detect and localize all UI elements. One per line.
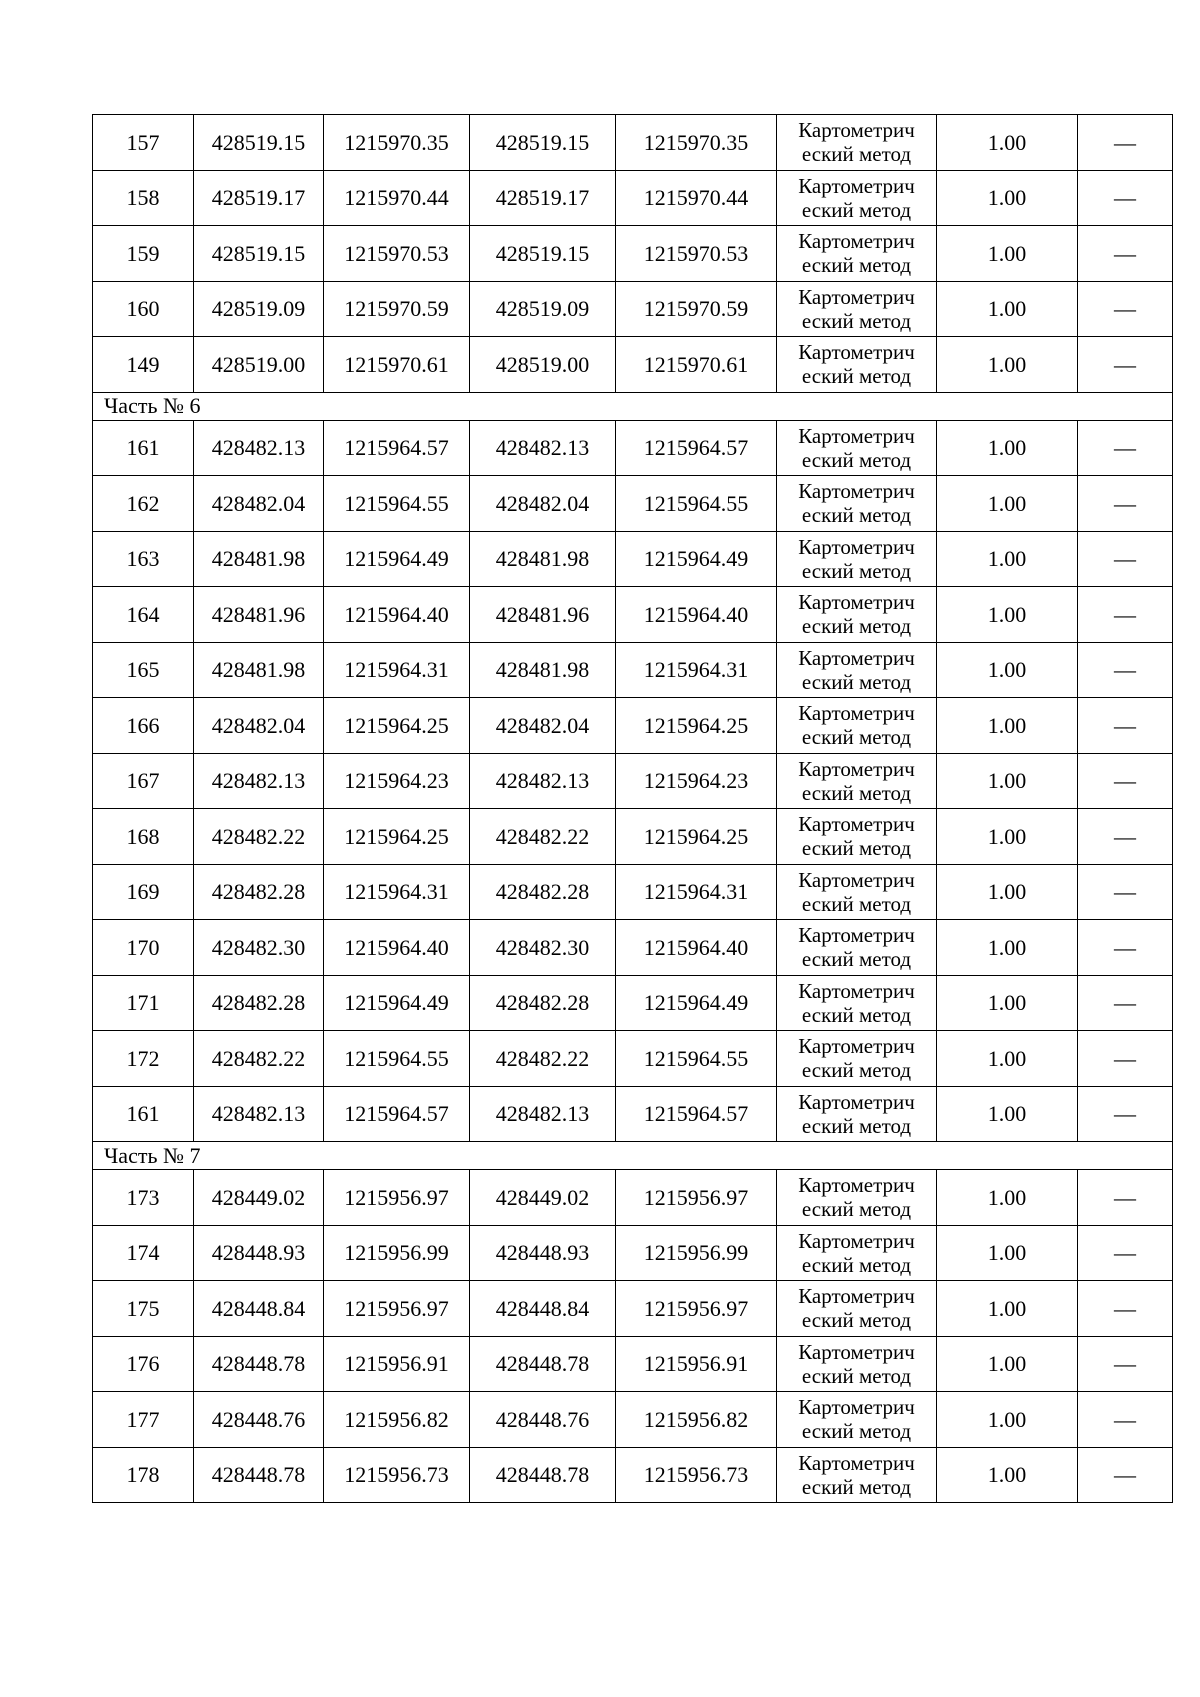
refined-y-cell: 1215970.53 [616, 226, 777, 282]
table-row [93, 864, 1173, 920]
point-number-cell: 162 [93, 476, 194, 532]
method-cell: Картометрич еский метод [777, 642, 937, 698]
existing-x-cell: 428482.13 [194, 753, 324, 809]
existing-y-cell: 1215964.23 [324, 753, 470, 809]
point-number-cell: 178 [93, 1447, 194, 1503]
refined-x-cell: 428482.13 [470, 753, 616, 809]
method-cell: Картометрич еский метод [777, 476, 937, 532]
existing-x-cell: 428482.30 [194, 920, 324, 976]
method-cell: Картометрич еский метод [777, 864, 937, 920]
refined-y-cell: 1215964.49 [616, 531, 777, 587]
existing-y-cell: 1215956.99 [324, 1225, 470, 1281]
refined-x-cell: 428481.98 [470, 531, 616, 587]
accuracy-cell: 1.00 [937, 753, 1078, 809]
existing-x-cell: 428519.00 [194, 337, 324, 393]
existing-x-cell: 428448.84 [194, 1281, 324, 1337]
refined-x-cell: 428481.96 [470, 587, 616, 643]
refined-x-cell: 428482.22 [470, 809, 616, 865]
method-cell: Картометрич еский метод [777, 1281, 937, 1337]
description-cell: — [1078, 1447, 1173, 1503]
refined-y-cell: 1215956.99 [616, 1225, 777, 1281]
method-cell: Картометрич еский метод [777, 975, 937, 1031]
table-row [93, 115, 1173, 171]
description-cell: — [1078, 531, 1173, 587]
point-number-cell: 175 [93, 1281, 194, 1337]
refined-y-cell: 1215956.73 [616, 1447, 777, 1503]
description-cell: — [1078, 975, 1173, 1031]
description-cell: — [1078, 1392, 1173, 1448]
table-row [93, 226, 1173, 282]
existing-x-cell: 428482.28 [194, 975, 324, 1031]
existing-x-cell: 428482.13 [194, 1086, 324, 1142]
method-cell: Картометрич еский метод [777, 281, 937, 337]
refined-x-cell: 428448.84 [470, 1281, 616, 1337]
refined-x-cell: 428482.30 [470, 920, 616, 976]
accuracy-cell: 1.00 [937, 1170, 1078, 1226]
table-row [93, 587, 1173, 643]
accuracy-cell: 1.00 [937, 1031, 1078, 1087]
refined-y-cell: 1215956.91 [616, 1336, 777, 1392]
accuracy-cell: 1.00 [937, 1086, 1078, 1142]
refined-y-cell: 1215964.31 [616, 642, 777, 698]
accuracy-cell: 1.00 [937, 337, 1078, 393]
table-row [93, 1170, 1173, 1226]
existing-y-cell: 1215964.57 [324, 420, 470, 476]
point-number-cell: 158 [93, 170, 194, 226]
description-cell: — [1078, 1170, 1173, 1226]
refined-y-cell: 1215964.40 [616, 587, 777, 643]
refined-x-cell: 428519.15 [470, 115, 616, 171]
table-row [93, 1225, 1173, 1281]
point-number-cell: 167 [93, 753, 194, 809]
existing-x-cell: 428519.09 [194, 281, 324, 337]
refined-x-cell: 428448.76 [470, 1392, 616, 1448]
accuracy-cell: 1.00 [937, 587, 1078, 643]
description-cell: — [1078, 1031, 1173, 1087]
method-cell: Картометрич еский метод [777, 1225, 937, 1281]
part-label: Часть № 6 [93, 392, 1173, 420]
accuracy-cell: 1.00 [937, 531, 1078, 587]
existing-x-cell: 428448.78 [194, 1336, 324, 1392]
part-label: Часть № 7 [93, 1142, 1173, 1170]
table-row [93, 753, 1173, 809]
table-row [93, 1086, 1173, 1142]
refined-x-cell: 428519.09 [470, 281, 616, 337]
accuracy-cell: 1.00 [937, 1281, 1078, 1337]
coordinates-table [92, 114, 1173, 1503]
table-row [93, 170, 1173, 226]
description-cell: — [1078, 170, 1173, 226]
existing-y-cell: 1215964.49 [324, 975, 470, 1031]
part-header-row [93, 1142, 1173, 1170]
refined-y-cell: 1215970.44 [616, 170, 777, 226]
existing-y-cell: 1215964.55 [324, 1031, 470, 1087]
existing-x-cell: 428482.22 [194, 1031, 324, 1087]
description-cell: — [1078, 1281, 1173, 1337]
description-cell: — [1078, 753, 1173, 809]
method-cell: Картометрич еский метод [777, 531, 937, 587]
point-number-cell: 171 [93, 975, 194, 1031]
table-row [93, 1447, 1173, 1503]
description-cell: — [1078, 281, 1173, 337]
refined-y-cell: 1215964.57 [616, 420, 777, 476]
table-row [93, 337, 1173, 393]
point-number-cell: 177 [93, 1392, 194, 1448]
point-number-cell: 157 [93, 115, 194, 171]
refined-x-cell: 428482.22 [470, 1031, 616, 1087]
point-number-cell: 172 [93, 1031, 194, 1087]
accuracy-cell: 1.00 [937, 1336, 1078, 1392]
existing-y-cell: 1215964.55 [324, 476, 470, 532]
point-number-cell: 163 [93, 531, 194, 587]
method-cell: Картометрич еский метод [777, 420, 937, 476]
accuracy-cell: 1.00 [937, 281, 1078, 337]
accuracy-cell: 1.00 [937, 698, 1078, 754]
table-row [93, 1031, 1173, 1087]
existing-x-cell: 428481.98 [194, 642, 324, 698]
existing-y-cell: 1215964.31 [324, 642, 470, 698]
refined-x-cell: 428482.04 [470, 476, 616, 532]
existing-x-cell: 428449.02 [194, 1170, 324, 1226]
description-cell: — [1078, 1336, 1173, 1392]
point-number-cell: 176 [93, 1336, 194, 1392]
point-number-cell: 149 [93, 337, 194, 393]
accuracy-cell: 1.00 [937, 170, 1078, 226]
description-cell: — [1078, 337, 1173, 393]
description-cell: — [1078, 920, 1173, 976]
existing-y-cell: 1215964.25 [324, 809, 470, 865]
existing-y-cell: 1215970.44 [324, 170, 470, 226]
point-number-cell: 161 [93, 420, 194, 476]
point-number-cell: 164 [93, 587, 194, 643]
refined-y-cell: 1215956.97 [616, 1170, 777, 1226]
refined-x-cell: 428482.04 [470, 698, 616, 754]
description-cell: — [1078, 698, 1173, 754]
description-cell: — [1078, 226, 1173, 282]
accuracy-cell: 1.00 [937, 1392, 1078, 1448]
existing-x-cell: 428482.04 [194, 698, 324, 754]
refined-x-cell: 428519.17 [470, 170, 616, 226]
point-number-cell: 159 [93, 226, 194, 282]
method-cell: Картометрич еский метод [777, 1336, 937, 1392]
description-cell: — [1078, 809, 1173, 865]
point-number-cell: 168 [93, 809, 194, 865]
refined-y-cell: 1215964.25 [616, 698, 777, 754]
description-cell: — [1078, 1225, 1173, 1281]
table-row [93, 281, 1173, 337]
refined-x-cell: 428481.98 [470, 642, 616, 698]
method-cell: Картометрич еский метод [777, 337, 937, 393]
existing-y-cell: 1215964.31 [324, 864, 470, 920]
table-row [93, 809, 1173, 865]
existing-y-cell: 1215964.25 [324, 698, 470, 754]
refined-x-cell: 428519.15 [470, 226, 616, 282]
method-cell: Картометрич еский метод [777, 1031, 937, 1087]
method-cell: Картометрич еский метод [777, 115, 937, 171]
point-number-cell: 169 [93, 864, 194, 920]
method-cell: Картометрич еский метод [777, 1086, 937, 1142]
refined-x-cell: 428482.28 [470, 975, 616, 1031]
description-cell: — [1078, 587, 1173, 643]
point-number-cell: 174 [93, 1225, 194, 1281]
refined-y-cell: 1215964.55 [616, 476, 777, 532]
method-cell: Картометрич еский метод [777, 587, 937, 643]
refined-x-cell: 428448.78 [470, 1336, 616, 1392]
description-cell: — [1078, 476, 1173, 532]
refined-y-cell: 1215970.61 [616, 337, 777, 393]
table-row [93, 1336, 1173, 1392]
refined-y-cell: 1215964.49 [616, 975, 777, 1031]
refined-x-cell: 428482.13 [470, 1086, 616, 1142]
refined-y-cell: 1215964.57 [616, 1086, 777, 1142]
point-number-cell: 160 [93, 281, 194, 337]
refined-y-cell: 1215956.97 [616, 1281, 777, 1337]
existing-x-cell: 428481.98 [194, 531, 324, 587]
table-row [93, 476, 1173, 532]
method-cell: Картометрич еский метод [777, 1170, 937, 1226]
existing-y-cell: 1215964.49 [324, 531, 470, 587]
existing-y-cell: 1215970.61 [324, 337, 470, 393]
accuracy-cell: 1.00 [937, 809, 1078, 865]
coordinates-table-body [93, 115, 1173, 1503]
method-cell: Картометрич еский метод [777, 920, 937, 976]
refined-x-cell: 428448.93 [470, 1225, 616, 1281]
existing-x-cell: 428448.76 [194, 1392, 324, 1448]
accuracy-cell: 1.00 [937, 975, 1078, 1031]
existing-y-cell: 1215956.97 [324, 1281, 470, 1337]
existing-x-cell: 428519.17 [194, 170, 324, 226]
description-cell: — [1078, 642, 1173, 698]
refined-x-cell: 428449.02 [470, 1170, 616, 1226]
accuracy-cell: 1.00 [937, 1447, 1078, 1503]
refined-y-cell: 1215970.59 [616, 281, 777, 337]
accuracy-cell: 1.00 [937, 1225, 1078, 1281]
existing-x-cell: 428448.93 [194, 1225, 324, 1281]
table-row [93, 1392, 1173, 1448]
existing-x-cell: 428482.04 [194, 476, 324, 532]
method-cell: Картометрич еский метод [777, 809, 937, 865]
existing-y-cell: 1215970.53 [324, 226, 470, 282]
table-row [93, 642, 1173, 698]
table-row [93, 920, 1173, 976]
existing-y-cell: 1215956.73 [324, 1447, 470, 1503]
existing-y-cell: 1215964.40 [324, 587, 470, 643]
method-cell: Картометрич еский метод [777, 1447, 937, 1503]
method-cell: Картометрич еский метод [777, 753, 937, 809]
existing-x-cell: 428448.78 [194, 1447, 324, 1503]
refined-y-cell: 1215964.25 [616, 809, 777, 865]
accuracy-cell: 1.00 [937, 864, 1078, 920]
refined-y-cell: 1215956.82 [616, 1392, 777, 1448]
accuracy-cell: 1.00 [937, 642, 1078, 698]
existing-y-cell: 1215970.59 [324, 281, 470, 337]
refined-x-cell: 428482.13 [470, 420, 616, 476]
table-row [93, 975, 1173, 1031]
existing-x-cell: 428482.22 [194, 809, 324, 865]
refined-x-cell: 428448.78 [470, 1447, 616, 1503]
accuracy-cell: 1.00 [937, 115, 1078, 171]
existing-y-cell: 1215956.97 [324, 1170, 470, 1226]
description-cell: — [1078, 1086, 1173, 1142]
existing-y-cell: 1215956.82 [324, 1392, 470, 1448]
refined-y-cell: 1215964.31 [616, 864, 777, 920]
refined-y-cell: 1215964.40 [616, 920, 777, 976]
description-cell: — [1078, 420, 1173, 476]
existing-y-cell: 1215970.35 [324, 115, 470, 171]
accuracy-cell: 1.00 [937, 920, 1078, 976]
method-cell: Картометрич еский метод [777, 226, 937, 282]
refined-x-cell: 428519.00 [470, 337, 616, 393]
accuracy-cell: 1.00 [937, 420, 1078, 476]
refined-y-cell: 1215970.35 [616, 115, 777, 171]
point-number-cell: 161 [93, 1086, 194, 1142]
part-header-row [93, 392, 1173, 420]
table-row [93, 531, 1173, 587]
point-number-cell: 170 [93, 920, 194, 976]
table-row [93, 420, 1173, 476]
existing-y-cell: 1215964.57 [324, 1086, 470, 1142]
existing-y-cell: 1215964.40 [324, 920, 470, 976]
table-row [93, 698, 1173, 754]
refined-x-cell: 428482.28 [470, 864, 616, 920]
refined-y-cell: 1215964.55 [616, 1031, 777, 1087]
point-number-cell: 173 [93, 1170, 194, 1226]
accuracy-cell: 1.00 [937, 476, 1078, 532]
existing-x-cell: 428482.28 [194, 864, 324, 920]
description-cell: — [1078, 115, 1173, 171]
method-cell: Картометрич еский метод [777, 170, 937, 226]
existing-x-cell: 428482.13 [194, 420, 324, 476]
method-cell: Картометрич еский метод [777, 1392, 937, 1448]
existing-x-cell: 428519.15 [194, 115, 324, 171]
existing-x-cell: 428519.15 [194, 226, 324, 282]
point-number-cell: 166 [93, 698, 194, 754]
description-cell: — [1078, 864, 1173, 920]
accuracy-cell: 1.00 [937, 226, 1078, 282]
existing-x-cell: 428481.96 [194, 587, 324, 643]
point-number-cell: 165 [93, 642, 194, 698]
table-row [93, 1281, 1173, 1337]
refined-y-cell: 1215964.23 [616, 753, 777, 809]
existing-y-cell: 1215956.91 [324, 1336, 470, 1392]
method-cell: Картометрич еский метод [777, 698, 937, 754]
